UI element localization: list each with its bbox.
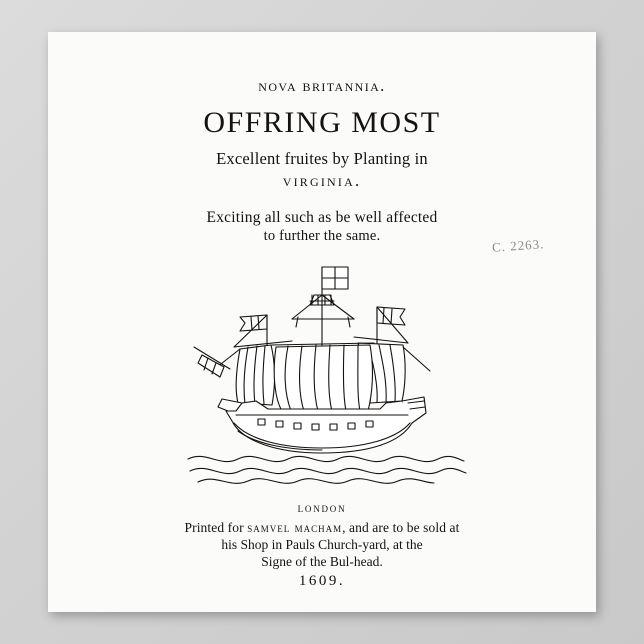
title-line-offring-most: OFFRING MOST (203, 106, 441, 139)
imprint-printed-for: Printed for (184, 520, 248, 535)
imprint-line-2: his Shop in Pauls Church-yard, at the (221, 537, 423, 552)
title-line-exciting: Exciting all such as be well affected (206, 209, 438, 226)
imprint-printer-name: samvel macham (247, 520, 343, 535)
title-line-nova-britannia: nova britannia. (258, 76, 386, 95)
imprint-sold-at: , and are to be sold at (342, 520, 460, 535)
imprint-block (48, 500, 596, 590)
imprint-line-1 (48, 520, 596, 536)
ship-woodcut-illustration (94, 251, 550, 486)
title-line-virginia: virginia. (282, 171, 362, 190)
imprint-year: 1609. (298, 573, 346, 589)
title-page (48, 32, 596, 612)
imprint-city: london (297, 500, 347, 515)
poster-artwork (48, 32, 596, 612)
title-line-further-the-same: to further the same. (263, 228, 381, 244)
pencil-annotation: C. 2263. (491, 236, 545, 255)
sailing-ship-icon (172, 251, 472, 486)
imprint-line-3: Signe of the Bul-head. (261, 554, 383, 569)
title-line-excellent-fruites: Excellent fruites by Planting in (216, 149, 428, 168)
